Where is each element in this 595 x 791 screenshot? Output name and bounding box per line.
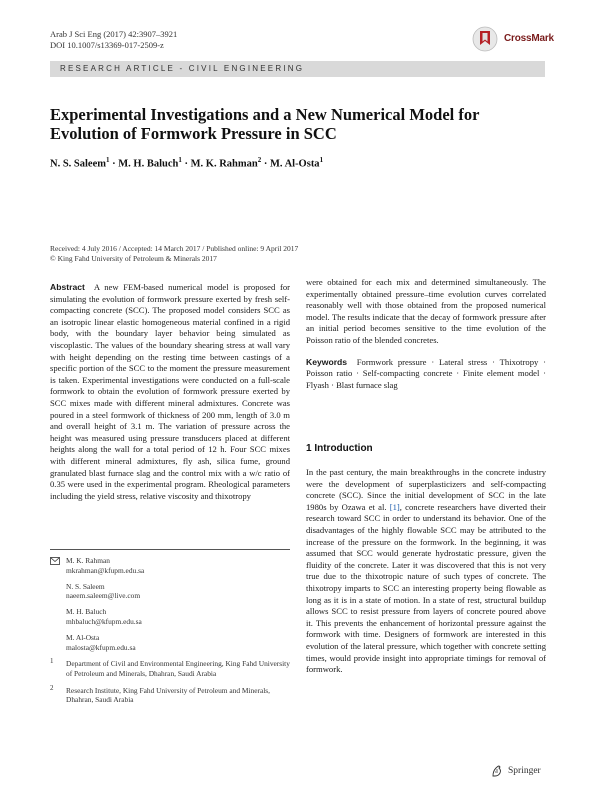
envelope-icon [50, 557, 60, 568]
affiliation-number: 1 [50, 657, 54, 665]
author-name[interactable]: M. H. Baluch [118, 158, 179, 170]
author-contacts [50, 556, 290, 658]
publication-dates [50, 244, 545, 264]
author-separator: · [109, 158, 119, 170]
author-affil-mark: 1 [319, 156, 324, 164]
author-separator: · [181, 158, 191, 170]
author-affil-mark: 1 [178, 156, 182, 164]
author-affil-mark: 1 [106, 156, 110, 164]
keywords-text: Formwork pressure · Lateral stress · Thixotropy · Poisson ratio · Self-compacting concrete · Finite element model · Flyash · Blast furnace slag [306, 356, 547, 390]
author-separator: · [261, 158, 270, 170]
author-affil-mark: 2 [257, 156, 262, 164]
author-list [50, 156, 545, 170]
history-dates: Received: 4 July 2016 / Accepted: 14 March 2017 / Published online: 9 April 2017 [50, 244, 299, 253]
springer-horse-icon [490, 764, 504, 778]
contact-email[interactable]: mkrahman@kfupm.edu.sa [66, 565, 145, 575]
publisher-name: Springer [508, 766, 541, 776]
crossmark-badge[interactable] [472, 26, 562, 52]
copyright-line: © King Fahd University of Petroleum & Minerals 2017 [50, 254, 217, 263]
contact-entry [66, 582, 290, 602]
contact-email[interactable]: malosta@kfupm.edu.sa [66, 642, 136, 652]
contact-entry [66, 607, 290, 627]
affiliation-item [50, 683, 290, 706]
affiliation-number: 2 [50, 683, 54, 692]
contact-name: M. H. Baluch [66, 607, 107, 617]
affiliation-text: Research Institute, King Fahd University of Petroleum and Minerals, Dhahran, Saudi Arabia [66, 685, 271, 705]
author-name[interactable]: M. Al-Osta [269, 158, 320, 170]
abstract-label: Abstract [50, 282, 85, 292]
footnote-divider [50, 549, 290, 550]
affiliations [50, 659, 290, 712]
section-heading-introduction: 1 Introduction [306, 443, 373, 454]
introduction-text [306, 467, 546, 676]
article-type-label: RESEARCH ARTICLE - CIVIL ENGINEERING [60, 64, 305, 73]
paper-title: Experimental Investigations and a New Numerical Model for Evolution of Formwork Pressure in SCC [50, 105, 480, 143]
intro-text-before: In the past century, the main breakthroughs in the concrete industry were the development of superplasticizers and self-compacting concrete (SCC). Since the initial development of SCC in the late 1980s by Ozawa et al. [306, 467, 546, 512]
author-name[interactable]: M. K. Rahman [190, 158, 258, 170]
crossmark-icon [472, 26, 500, 52]
author-name[interactable]: N. S. Saleem [50, 158, 106, 170]
keywords-label: Keywords [306, 356, 348, 367]
abstract-block [50, 282, 290, 502]
doi-line[interactable]: DOI 10.1007/s13369-017-2509-z [50, 40, 164, 50]
contact-name: M. Al-Osta [66, 632, 100, 642]
abstract-text: A new FEM-based numerical model is proposed for simulating the evolution of formwork pressure exerted by fresh self-compacting concrete (SCC). The proposed model considers SCC as an isotropic linear elastic homogeneous material confined in a rigid body, with the boundary layer behavior being simulated as viscoplastic. The values of the boundary shearing stress at wall vary with height depending on the resting time between castings of a specific portion of the SCC to the moment the pressure measurement is taken. Experimental investigations were conducted on a full-scale formwork to obtain the evolution of formwork pressure exerted by SCC mixes made with different mineral admixtures. Concrete was poured in a steel formwork of thickness of 200 mm, length of 3.0 m and overall height of 3.1 m. The variation of pressure across the height was measured using pressure transducers placed at different heights along the wall for a total period of 12 h. Four SCC mixes with different mineral admixtures, fly ash, silica fume, ground granulated blast furnace slag and the control mix with a w/c ratio of 0.35 were used in the experimental program. Rheological parameters including the yield stress, relative viscosity and thixotropy [50, 282, 290, 501]
article-type-banner [50, 61, 545, 77]
affiliation-text: Department of Civil and Environmental Engineering, King Fahd University of Petroleum and Minerals, Dhahran, Saudi Arabia [66, 659, 290, 678]
citation-link[interactable]: [1] [389, 501, 400, 512]
abstract-continuation-block [306, 277, 546, 391]
crossmark-label: CrossMark [504, 33, 554, 44]
abstract-continuation: were obtained for each mix and determined simultaneously. The experimentally obtained pressure–time evolution curves correlated reasonably well with those obtained from the proposed numerical model. The results indicate that the decay of formwork pressure after an initial period becomes sensitive to the time evolution of the Poisson ratio of the blended concretes. [306, 277, 546, 345]
journal-citation [50, 29, 177, 51]
contact-email[interactable]: naeem.saleem@live.com [66, 591, 141, 601]
springer-logo [490, 764, 560, 780]
contact-entry [66, 633, 290, 653]
contact-name: M. K. Rahman [66, 556, 110, 565]
keywords [306, 357, 546, 392]
contact-email[interactable]: mhbaluch@kfupm.edu.sa [66, 616, 142, 626]
contact-entry [66, 556, 290, 576]
intro-text-after: , concrete researchers have diverted their research toward SCC in order to understand its behavior. One of the disadvantages of the highly flowable SCC may be attributed to the increase of the pressure on the formwork. In the beginning, it was assumed that SCC would generate hydrostatic pressure, given the fluidity of the concrete. Later it was discovered that this is not very true due to the thixotropic nature of such types of concrete. The thixotropy imparts to SCC an interesting property being flowable as long as it is in a state of motion. In a state of rest, structural buildup allows SCC to resist pressure from layers of concrete poured above it. This prevents the enhancement of horizontal pressure against the formwork with time. Designers of formwork are interested in this evolution of the lateral pressure, which together with concrete setting times, would provide insight into appropriate timings for removal of formwork. [306, 501, 547, 675]
contact-name: N. S. Saleem [66, 581, 105, 591]
affiliation-item [50, 659, 290, 679]
journal-line-1: Arab J Sci Eng (2017) 42:3907–3921 [50, 29, 178, 39]
